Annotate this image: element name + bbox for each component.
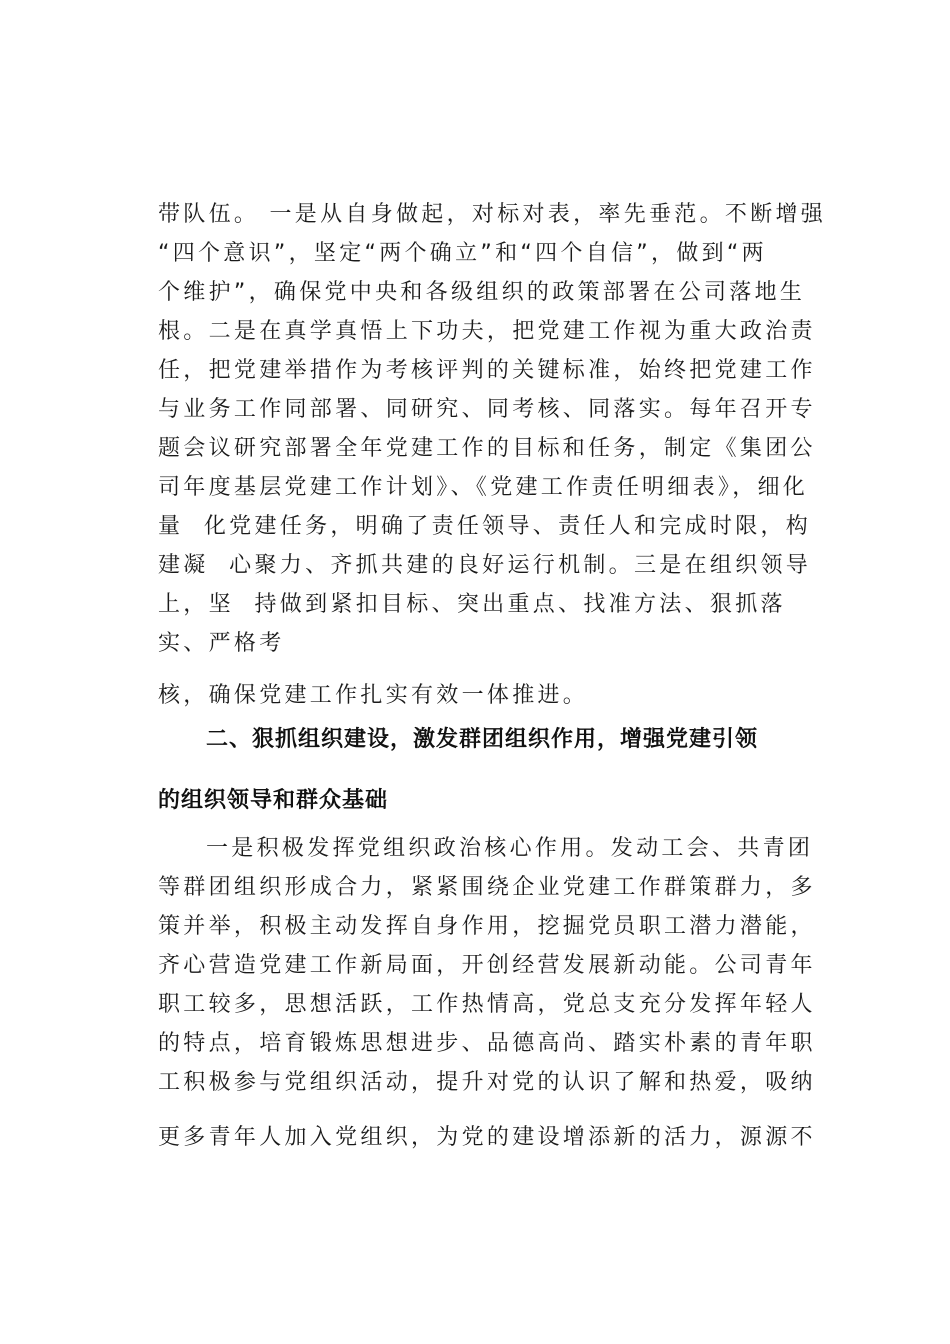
body-text-line: 题会议研究部署全年党建工作的目标和任务，制定《集团公 — [158, 436, 816, 461]
body-text-line: 策并举，积极主动发挥自身作用，挖掘党员职工潜力潜能， — [158, 914, 816, 939]
body-text-line: 一是积极发挥党组织政治核心作用。发动工会、共青团 — [206, 836, 814, 861]
body-text-line: “四个意识”，坚定“两个确立”和“四个自信”，做到“两 — [158, 241, 767, 266]
body-text-line: 工积极参与党组织活动，提升对党的认识了解和热爱，吸纳 — [158, 1070, 816, 1095]
body-text-line: 带队伍。 一是从自身做起，对标对表，率先垂范。不断增强 — [158, 202, 827, 227]
body-text-line: 核，确保党建工作扎实有效一体推进。 — [158, 683, 589, 708]
body-text-line: 根。二是在真学真悟上下功夫，把党建工作视为重大政治责 — [158, 319, 816, 344]
body-text-line: 的特点，培育锻炼思想进步、品德高尚、踏实朴素的青年职 — [158, 1031, 816, 1056]
body-text-line: 建凝 心聚力、齐抓共建的良好运行机制。三是在组织领导 — [158, 553, 812, 578]
body-text-line: 等群团组织形成合力，紧紧围绕企业党建工作群策群力，多 — [158, 875, 816, 900]
body-text-line: 个维护”，确保党中央和各级组织的政策部署在公司落地生 — [158, 280, 806, 305]
section-heading: 二、狠抓组织建设，激发群团组织作用，增强党建引领 — [206, 727, 759, 752]
body-text-line: 齐心营造党建工作新局面，开创经营发展新动能。公司青年 — [158, 953, 816, 978]
body-text-line: 实、严格考 — [158, 631, 285, 656]
body-text-line: 量 化党建任务，明确了责任领导、责任人和完成时限，构 — [158, 514, 812, 539]
section-heading: 的组织领导和群众基础 — [158, 788, 389, 813]
body-text-line: 司年度基层党建工作计划》、《党建工作责任明细表》，细化 — [158, 475, 809, 500]
body-text-line: 更多青年人加入党组织，为党的建设增添新的活力，源源不 — [158, 1125, 816, 1150]
body-text-line: 职工较多，思想活跃，工作热情高，党总支充分发挥年轻人 — [158, 992, 816, 1017]
body-text-line: 与业务工作同部署、同研究、同考核、同落实。每年召开专 — [158, 397, 816, 422]
body-text-line: 上，坚 持做到紧扣目标、突出重点、找准方法、狠抓落 — [158, 592, 786, 617]
body-text-line: 任，把党建举措作为考核评判的关键标准，始终把党建工作 — [158, 358, 816, 383]
